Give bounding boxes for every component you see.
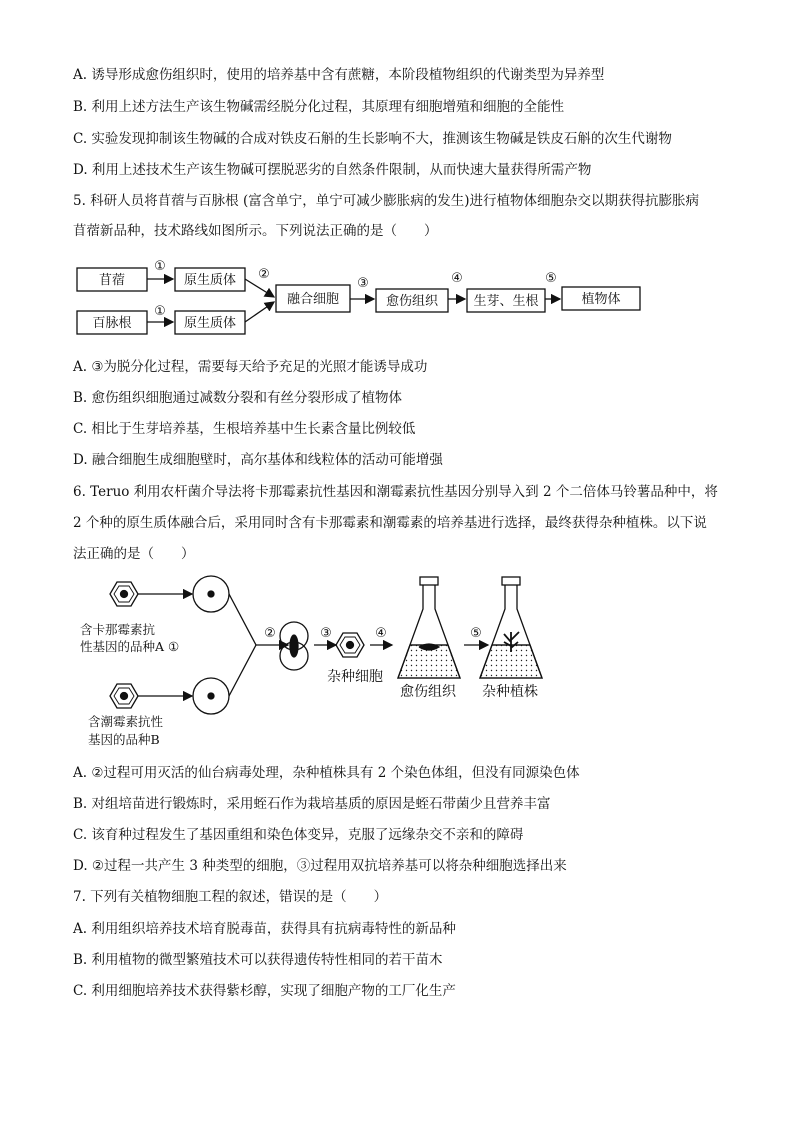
label-protoplast-2: 原生质体 (183, 316, 237, 331)
q7-option-a: A. 利用组织培养技术培育脱毒苗，获得具有抗病毒特性的新品种 (73, 921, 456, 937)
q5-option-b: B. 愈伤组织细胞通过减数分裂和有丝分裂形成了植物体 (73, 390, 403, 406)
callus-flask-icon (398, 577, 460, 678)
step-1b: ① (154, 304, 166, 319)
hybrid-plant-flask-icon (480, 577, 542, 678)
variety-b-cell-icon (110, 684, 138, 708)
hybrid-cell-icon (336, 633, 364, 657)
step-4: ④ (451, 271, 463, 286)
q5-stem-line2: 苜蓿新品种，技术路线如图所示。下列说法正确的是（ ） (73, 223, 438, 239)
label-variety-b-2: 基因的品种B (88, 732, 160, 747)
q6-stem-line1: 6. Teruo 利用农杆菌介导法将卡那霉素抗性基因和潮霉素抗性基因分别导入到 2 个二倍体马铃薯品种中，将 (73, 484, 718, 500)
q6-option-a: A. ②过程可用灭活的仙台病毒处理，杂种植株具有 2 个染色体组，但没有同源染色体 (73, 765, 580, 781)
label-alfalfa: 苜蓿 (98, 273, 126, 288)
q6-option-d: D. ②过程一共产生 3 种类型的细胞，③过程用双抗培养基可以将杂种细胞选择出来 (73, 858, 567, 874)
step-1a: ① (154, 259, 166, 274)
label-variety-a-1: 含卡那霉素抗 (80, 622, 156, 637)
q4-option-a: A. 诱导形成愈伤组织时，使用的培养基中含有蔗糖，本阶段植物组织的代谢类型为异养型 (73, 67, 605, 83)
label-callus: 愈伤组织 (400, 684, 456, 700)
step-5: ⑤ (545, 271, 557, 286)
q7-stem: 7. 下列有关植物细胞工程的叙述，错误的是（ ） (73, 889, 388, 905)
step-2: ② (258, 267, 270, 282)
q6-fusion-diagram (80, 574, 560, 750)
step-3: ③ (320, 626, 332, 641)
label-plant: 植物体 (581, 292, 621, 307)
q6-stem-line3: 法正确的是（ ） (73, 546, 195, 562)
fusing-cells-icon (280, 622, 308, 670)
q6-option-c: C. 该育种过程发生了基因重组和染色体变异，克服了远缘杂交不亲和的障碍 (73, 827, 524, 843)
step-4: ④ (375, 626, 387, 641)
label-fused-cell: 融合细胞 (286, 292, 340, 307)
q7-option-c: C. 利用细胞培养技术获得紫杉醇，实现了细胞产物的工厂化生产 (73, 983, 456, 999)
variety-a-cell-icon (110, 582, 138, 606)
q6-option-b: B. 对组培苗进行锻炼时，采用蛭石作为栽培基质的原因是蛭石带菌少且营养丰富 (73, 796, 551, 812)
q4-option-c: C. 实验发现抑制该生物碱的合成对铁皮石斛的生长影响不大，推测该生物碱是铁皮石斛的次生代谢物 (73, 131, 672, 147)
q6-stem-line2: 2 个种的原生质体融合后，采用同时含有卡那霉素和潮霉素的培养基进行选择，最终获得杂种植株。以下说 (73, 515, 707, 531)
label-callus: 愈伤组织 (385, 294, 439, 309)
step-2: ② (264, 626, 276, 641)
q5-flow-diagram (70, 256, 650, 340)
q4-option-d: D. 利用上述技术生产该生物碱可摆脱恶劣的自然条件限制，从而快速大量获得所需产物 (73, 162, 592, 178)
q5-stem-line1: 5. 科研人员将苜蓿与百脉根 (富含单宁，单宁可减少膨胀病的发生)进行植物体细胞杂交以期获得抗膨胀病 (73, 193, 699, 209)
q7-option-b: B. 利用植物的微型繁殖技术可以获得遗传特性相同的若干苗木 (73, 952, 443, 968)
label-protoplast-1: 原生质体 (183, 273, 237, 288)
label-lotus: 百脉根 (92, 316, 132, 331)
q4-option-b: B. 利用上述方法生产该生物碱需经脱分化过程，其原理有细胞增殖和细胞的全能性 (73, 99, 565, 115)
label-hybrid-cell: 杂种细胞 (327, 669, 383, 685)
label-hybrid-plant: 杂种植株 (482, 684, 538, 700)
label-variety-a-2: 性基因的品种A ① (80, 639, 180, 654)
q5-option-d: D. 融合细胞生成细胞壁时，高尔基体和线粒体的活动可能增强 (73, 452, 443, 468)
step-3: ③ (357, 276, 369, 291)
q5-option-c: C. 相比于生芽培养基，生根培养基中生长素含量比例较低 (73, 421, 416, 437)
label-variety-b-1: 含潮霉素抗性 (88, 714, 164, 729)
q5-option-a: A. ③为脱分化过程，需要每天给予充足的光照才能诱导成功 (73, 359, 428, 375)
step-5: ⑤ (470, 626, 482, 641)
label-shoot-root: 生芽、生根 (473, 294, 539, 309)
